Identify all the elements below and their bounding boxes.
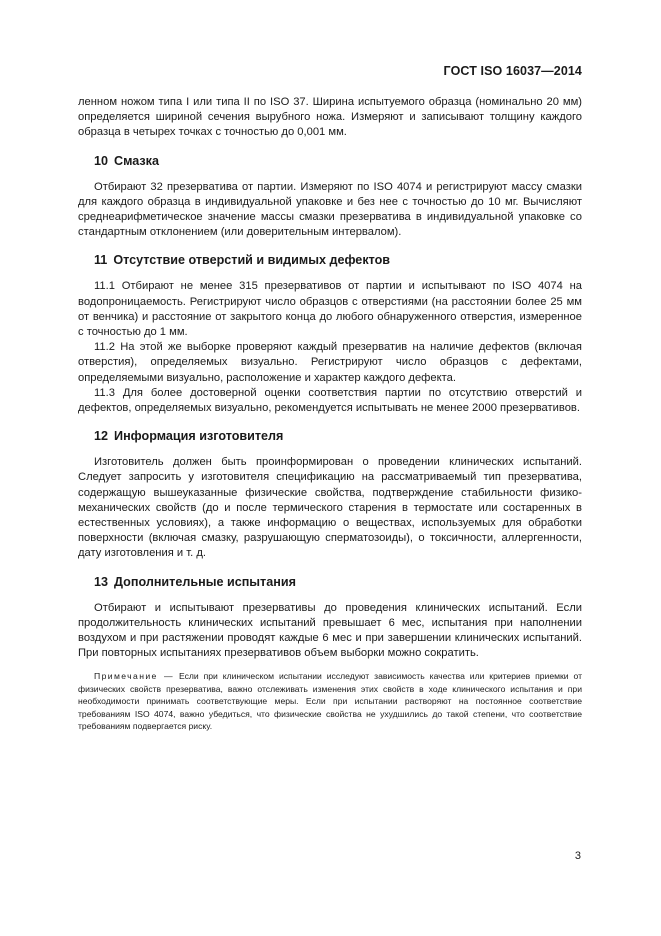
section-title: Дополнительные испытания <box>114 574 296 589</box>
section-heading-13 <box>94 575 582 590</box>
section-number: 13 <box>94 574 109 589</box>
section-number: 11 <box>94 253 108 268</box>
clause-11-1: 11.1 Отбирают не менее 315 презервативов от партии и испытывают по ISO 4074 на водопроницаемость. Регистрируют число образцов с отверстиями (на расстоянии более 25 мм от венчика) и расстояние от закрытого конца до любого обнаруженного отверстия, измеренное с точностью до 1 мм. <box>78 280 582 339</box>
note-text: Если при клиническом испытании исследуют зависимость качества или критериев приемки от физических свойств презерватива, важно отслеживать изменения этих свойств в ходе клинического испытания и при необходимости принимать соответствующие меры. Если при испытании растворяют на постоянное соответствие требованиям ISO 4074, важно убедиться, что физические свойства не ухудшились до такой степени, что соответствие требованиям подвергается риску. <box>78 671 583 732</box>
note-label: Примечание — <box>94 671 175 682</box>
section-heading-10 <box>94 154 582 169</box>
clause-11-2: 11.2 На этой же выборке проверяют каждый презерватив на наличие дефектов (включая отверстия), определяемых визуально. Регистрируют число образцов с дефектами, определяемыми визуально, расположение и характер каждого дефекта. <box>78 341 582 384</box>
section-number: 12 <box>94 429 109 444</box>
clause-11-3: 11.3 Для более достоверной оценки соответствия партии по отсутствию отверстий и дефектов, определяемых визуально, рекомендуется испытывать не менее 2000 презервативов. <box>78 386 582 415</box>
intro-paragraph: ленном ножом типа I или типа II по ISO 37. Ширина испытуемого образца (номинально 20 мм) определяется шириной сечения вырубного ножа. Измеряют и записывают толщину каждого образца в четырех точках с точностью до 0,001 мм. <box>78 96 582 139</box>
page-number: 3 <box>574 850 581 862</box>
section-title: Информация изготовителя <box>114 429 284 444</box>
document-code: ГОСТ ISO 16037—2014 <box>443 64 582 78</box>
section-12-paragraph: Изготовитель должен быть проинформирован о проведении клинических испытаний. Следует запросить у изготовителя спецификацию на рассматриваемый тип презерватива, содержащую вышеуказанные физические свойства, подтверждение стабильности физико-механических свойств (до и после термического старения в термостате или состаренных в естественных условиях), а также информацию о веществах, используемых для обработки поверхности (включая смазку, разрушающую сперматозоиды), о токсичности, аллергенности, дату изготовления и т. д. <box>78 456 582 560</box>
section-title: Смазка <box>114 153 159 168</box>
section-title: Отсутствие отверстий и видимых дефектов <box>113 253 391 268</box>
section-number: 10 <box>94 153 109 168</box>
section-heading-11 <box>94 253 582 268</box>
section-heading-12 <box>94 429 582 444</box>
section-13-paragraph: Отбирают и испытывают презервативы до проведения клинических испытаний. Если продолжительность клинических испытаний превышает 6 мес, испытания при наполнении воздухом и при растяжении проводят каждые 6 мес и при завершении клинических испытаний. При повторных испытаниях презервативов объем выборки можно сократить. <box>78 601 582 660</box>
note <box>78 670 582 732</box>
document-body <box>78 95 582 733</box>
section-10-paragraph: Отбирают 32 презерватива от партии. Измеряют по ISO 4074 и регистрируют массу смазки для каждого образца в индивидуальной упаковке и без нее с точностью до 10 мг. Вычисляют среднеарифметическое значение массы смазки презерватива в индивидуальной упаковке со стандартным отклонением (или доверительным интервалом). <box>78 180 582 239</box>
